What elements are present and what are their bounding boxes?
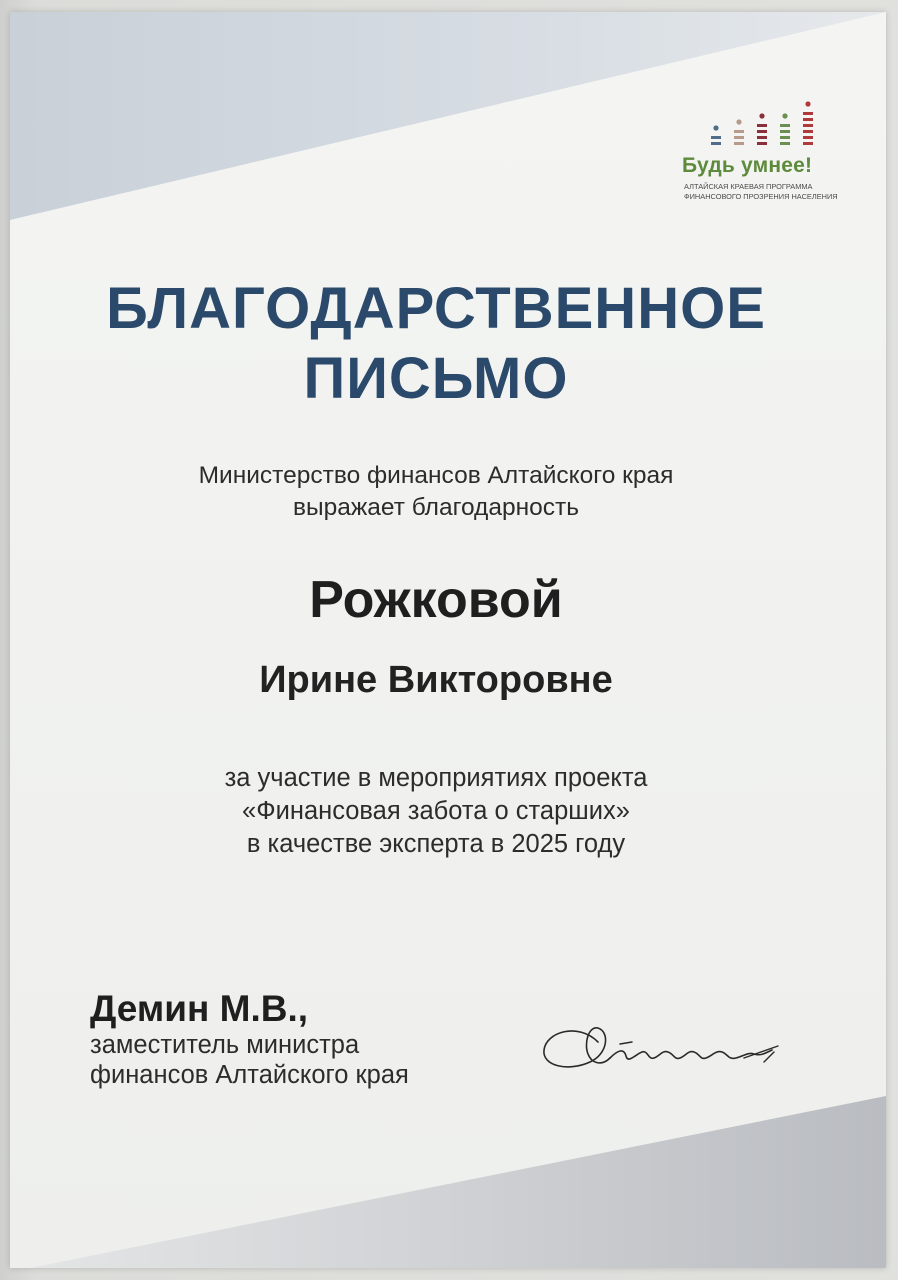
letter-sheet [10,12,886,1268]
logo-mark-icon [708,98,832,150]
signer-role-line-1: заместитель министра [90,1031,360,1059]
logo-title: Будь умнее! [682,154,813,177]
logo-column-5 [803,101,813,145]
bottom-band [30,1096,886,1268]
reason-line-1: за участие в мероприятиях проекта [224,764,648,792]
intro-line-2: выражает благодарность [292,494,579,521]
recipient-given-names: Ирине Викторовне [259,659,613,701]
reason-line-2: «Финансовая забота о старших» [242,797,630,825]
logo-column-4 [780,113,790,145]
logo-subtitle-line-2: ФИНАНСОВОГО ПРОЗРЕНИЯ НАСЕЛЕНИЯ [684,192,838,201]
logo-column-2 [734,119,744,145]
reason-line-3: в качестве эксперта в 2025 году [246,830,626,858]
signer-name: Демин М.В., [90,988,309,1029]
signer-role-line-2: финансов Алтайского края [90,1061,409,1089]
logo-subtitle [684,182,838,202]
logo-subtitle-line-1: АЛТАЙСКАЯ КРАЕВАЯ ПРОГРАММА [684,182,813,191]
letter-title-line-2: ПИСЬМО [303,346,569,411]
logo-column-1 [711,125,721,145]
handwritten-signature [538,1014,798,1084]
logo-column-3 [757,113,767,145]
intro-line-1: Министерство финансов Алтайского края [198,462,674,489]
program-logo [682,84,852,214]
letter-title-line-1: БЛАГОДАРСТВЕННОЕ [106,276,766,341]
recipient-surname: Рожковой [309,571,563,629]
